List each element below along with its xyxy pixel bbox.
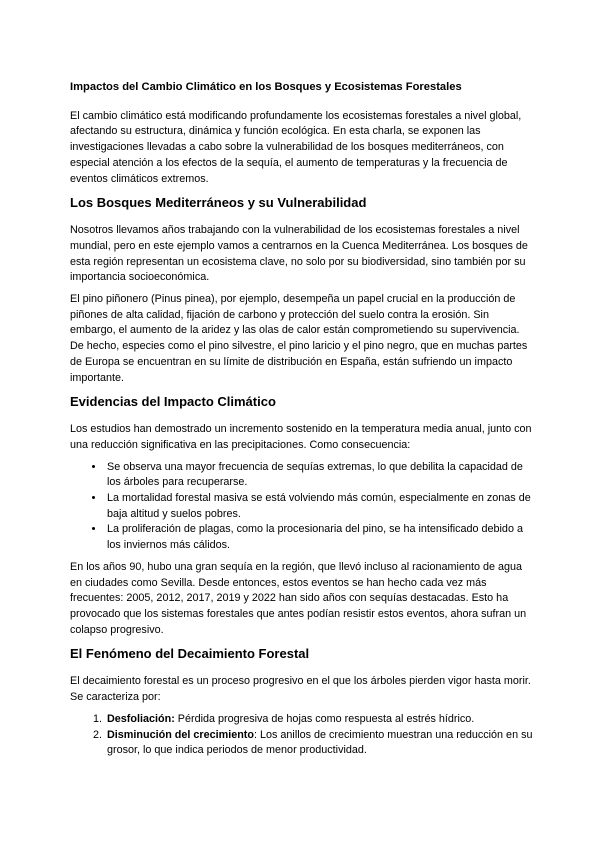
document-title: Impactos del Cambio Climático en los Bosques y Ecosistemas Forestales <box>70 81 462 93</box>
list-item <box>105 728 536 759</box>
decline-numbered-list <box>70 712 536 759</box>
evidence-bullet-list <box>70 460 536 554</box>
paragraph: Nosotros llevamos años trabajando con la vulnerabilidad de los ecosistemas forestales a nivel mundial, pero en este ejemplo vamos a centrarnos en la Cuenca Mediterránea. Los bosques de esta región representan un ecosistema clave, no solo por su biodiversidad, sino también por su importancia socioeconómica. <box>70 224 528 284</box>
list-item: • La mortalidad forestal masiva se está volviendo más común, especialmente en zonas de baja altitud y suelos pobres. <box>105 491 536 522</box>
section-heading-evidence: Evidencias del Impacto Climático <box>70 394 276 410</box>
term-definition: : Los anillos de crecimiento muestran una reducción en su grosor, lo que indica periodos de menor productividad. <box>107 728 533 757</box>
term-bold: Disminución del crecimiento <box>107 728 254 741</box>
term-definition: Pérdida progresiva de hojas como respuesta al estrés hídrico. <box>174 712 475 725</box>
term-bold: Desfoliación: <box>107 712 175 725</box>
paragraph: Los estudios han demostrado un incremento sostenido en la temperatura media anual, junto con una reducción significativa en las precipitaciones. Como consecuencia: <box>70 423 532 451</box>
paragraph: El decaimiento forestal es un proceso progresivo en el que los árboles pierden vigor hasta morir. Se caracteriza por: <box>70 675 531 704</box>
intro-paragraph: El cambio climático está modificando profundamente los ecosistemas forestales a nivel global, afectando su estructura, dinámica y función ecológica. En esta charla, se exponen las investigaciones llevadas a cabo sobre la vulnerabilidad de los bosques mediterráneos, con especial atención a los efectos de la sequía, el aumento de temperaturas y la frecuencia de eventos climáticos extremos. <box>70 109 522 185</box>
list-item: • Se observa una mayor frecuencia de sequías extremas, lo que debilita la capacidad de los árboles para recuperarse. <box>105 460 536 491</box>
paragraph: El pino piñonero (Pinus pinea), por ejemplo, desempeña un papel crucial en la producción de piñones de alta calidad, fijación de carbono y protección del suelo contra la erosión. Sin embargo, el aumento de la aridez y las olas de calor están comprometiendo su supervivencia. De hecho, especies como el pino silvestre, el pino laricio y el pino negro, que en muchas partes de Europa se encuentran en su límite de distribución en España, están sufriendo un impacto importante. <box>70 293 528 384</box>
section-mediterranean-forests <box>70 193 536 386</box>
section-forest-decline <box>70 644 536 759</box>
paragraph: En los años 90, hubo una gran sequía en la región, que llevó incluso al racionamiento de agua en ciudades como Sevilla. Desde entonces, estos eventos se han hecho cada vez más frecuentes: 2005, 2012, 2017, 2019 y 2022 han sido años con sequías destacadas. Esto ha provocado que los sistemas forestales que antes podían resistir estos eventos, ahora sufran un colapso progresivo. <box>70 560 527 636</box>
section-heading-decline: El Fenómeno del Decaimiento Forestal <box>70 646 310 662</box>
section-climate-evidence <box>70 392 536 638</box>
list-item: • La proliferación de plagas, como la procesionaria del pino, se ha intensificado debido a los inviernos más cálidos. <box>105 522 536 553</box>
list-item <box>105 712 536 728</box>
section-heading-mediterranean: Los Bosques Mediterráneos y su Vulnerabilidad <box>70 195 367 211</box>
